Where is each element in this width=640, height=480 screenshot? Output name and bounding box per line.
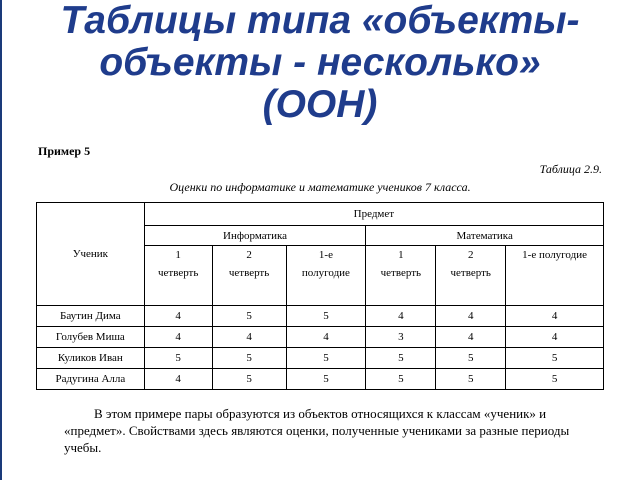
grade-cell: 5 (212, 306, 286, 327)
period-header: 2 четверть (436, 246, 506, 306)
grade-cell: 5 (144, 348, 212, 369)
period-header: 1-е полугодие (506, 246, 604, 306)
grade-cell: 4 (366, 306, 436, 327)
body-paragraph: В этом примере пары образуются из объектов относящихся к классам «ученик» и «предмет». Свойствами здесь являются оценки, полученные учениками за разные периоды учебы. (64, 406, 570, 455)
student-name: Куликов Иван (37, 348, 145, 369)
grade-cell: 4 (436, 306, 506, 327)
header-row-main (37, 203, 604, 226)
grade-cell: 5 (286, 369, 366, 390)
grade-cell: 4 (144, 327, 212, 348)
slide-title-line-1: Таблицы типа «объекты- (60, 0, 580, 42)
grade-cell: 4 (506, 327, 604, 348)
period-header: 2 четверть (212, 246, 286, 306)
grade-cell: 5 (212, 348, 286, 369)
period-header: 1-е полугодие (286, 246, 366, 306)
grade-cell: 4 (144, 369, 212, 390)
grade-cell: 5 (506, 348, 604, 369)
grade-cell: 5 (506, 369, 604, 390)
student-name: Радугина Алла (37, 369, 145, 390)
grade-cell: 5 (212, 369, 286, 390)
grade-cell: 4 (144, 306, 212, 327)
period-header: 1 четверть (366, 246, 436, 306)
grade-cell: 4 (436, 327, 506, 348)
table-number: Таблица 2.9. (539, 162, 602, 176)
grade-cell: 5 (436, 348, 506, 369)
subject-header-informatics: Информатика (144, 226, 366, 246)
grade-cell: 5 (286, 348, 366, 369)
grade-cell: 4 (286, 327, 366, 348)
subject-column-header: Предмет (144, 203, 603, 226)
grade-cell: 5 (286, 306, 366, 327)
student-column-header: Ученик (37, 203, 145, 306)
slide-title-line-2: объекты - несколько» (99, 41, 541, 84)
table-row (37, 306, 604, 327)
example-label: Пример 5 (38, 144, 91, 158)
grade-cell: 5 (366, 348, 436, 369)
slide-title (0, 0, 640, 126)
period-header: 1 четверть (144, 246, 212, 306)
table-row (37, 369, 604, 390)
student-name: Баутин Дима (37, 306, 145, 327)
grade-cell: 3 (366, 327, 436, 348)
grades-table (36, 202, 604, 390)
grade-cell: 5 (436, 369, 506, 390)
table-caption: Оценки по информатике и математике учеников 7 класса. (169, 180, 471, 194)
student-name: Голубев Миша (37, 327, 145, 348)
table-row (37, 327, 604, 348)
slide-title-line-3: (ООН) (262, 83, 378, 126)
grade-cell: 4 (506, 306, 604, 327)
subject-header-math: Математика (366, 226, 604, 246)
grade-cell: 5 (366, 369, 436, 390)
grade-cell: 4 (212, 327, 286, 348)
table-row (37, 348, 604, 369)
